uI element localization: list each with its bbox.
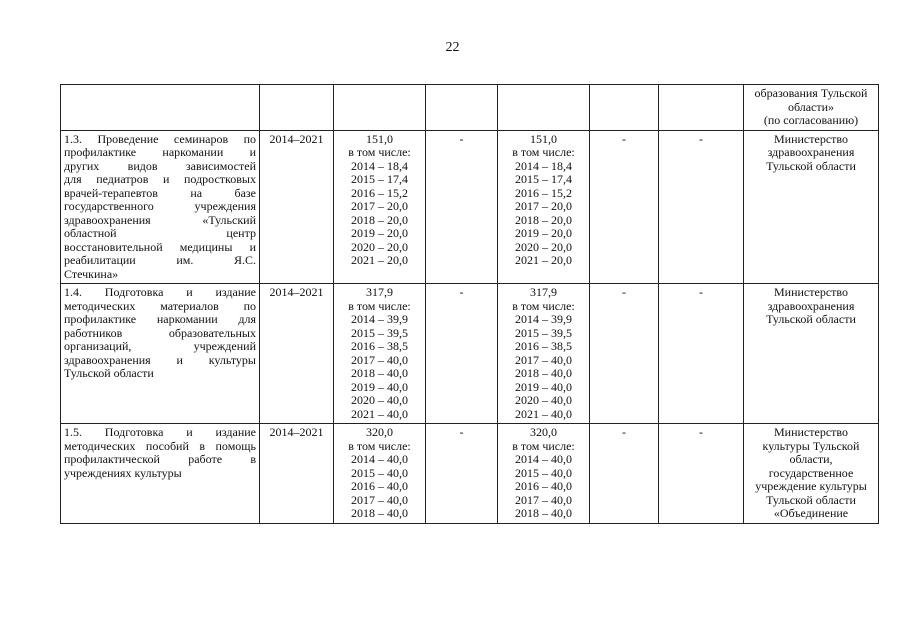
table-row: [61, 130, 879, 284]
funding-line: 2021 – 40,0: [351, 406, 408, 421]
description-line: врачей-терапевтов на базе: [64, 185, 256, 200]
activity-description: [61, 284, 260, 424]
description-line: 1.4. Подготовка и издание: [64, 285, 256, 299]
period-cell: 2014–2021: [260, 284, 334, 424]
funding-line: 2016 – 40,0: [515, 479, 572, 493]
funding-line: 2018 – 20,0: [515, 212, 572, 227]
local-funding-cell: -: [590, 130, 659, 284]
funding-line: 317,9: [366, 285, 393, 299]
program-table: [60, 84, 879, 524]
activity-description: [61, 424, 260, 524]
regional-funding-cell: [498, 284, 590, 424]
description-line: реабилитации им. Я.С.: [64, 253, 256, 267]
funding-line: в том числе:: [512, 298, 575, 313]
other-funding-cell: -: [659, 130, 744, 284]
description-line: здравоохранения «Тульский: [64, 212, 256, 227]
funding-line: 2016 – 15,2: [515, 185, 572, 200]
local-funding-cell: -: [590, 424, 659, 524]
description-line: 1.5. Подготовка и издание: [64, 425, 256, 439]
funding-line: 2017 – 20,0: [351, 199, 408, 213]
funding-line: 2019 – 40,0: [351, 379, 408, 394]
funding-line: 2021 – 20,0: [515, 253, 572, 267]
description-line: других видов зависимостей: [64, 158, 256, 173]
executor-line: культуры Тульской: [762, 438, 860, 453]
funding-line: 2017 – 40,0: [515, 352, 572, 367]
funding-line: 2016 – 38,5: [351, 339, 408, 353]
period-cell: 2014–2021: [260, 130, 334, 284]
funding-line: в том числе:: [512, 145, 575, 159]
funding-line: 2015 – 39,5: [351, 325, 408, 340]
funding-line: 2014 – 18,4: [515, 158, 572, 173]
description-line: 1.3. Проведение семинаров по: [64, 131, 256, 146]
federal-funding-cell: -: [426, 130, 498, 284]
table-row: [61, 284, 879, 424]
executor-line: Тульской области: [766, 312, 856, 326]
description-line: организаций, учреждений: [64, 339, 256, 353]
table-row: [61, 424, 879, 524]
funding-line: в том числе:: [348, 438, 411, 453]
funding-line: 2018 – 20,0: [351, 212, 408, 227]
funding-line: 2016 – 40,0: [351, 479, 408, 493]
other-funding-cell: -: [659, 284, 744, 424]
regional-funding-cell: [498, 424, 590, 524]
funding-line: 2020 – 20,0: [351, 239, 408, 254]
executor-line: здравоохранения: [767, 145, 855, 159]
description-line: методических пособий в помощь: [64, 438, 256, 453]
description-line: здравоохранения и культуры: [64, 352, 256, 367]
description-line: профилактике наркомании и: [64, 145, 256, 159]
federal-funding-cell: -: [426, 424, 498, 524]
executor-cell: [744, 424, 879, 524]
description-line: восстановительной медицины и: [64, 239, 256, 254]
description-line: областной центр: [64, 226, 256, 240]
activity-description: [61, 130, 260, 284]
continuation-row: [61, 85, 879, 131]
cell-total: [334, 85, 426, 131]
executor-line: государственное: [768, 465, 854, 480]
funding-line: 2017 – 40,0: [351, 492, 408, 507]
funding-line: 2015 – 17,4: [351, 172, 408, 186]
cell-regional: [498, 85, 590, 131]
cell-federal: [426, 85, 498, 131]
funding-line: 2021 – 20,0: [351, 253, 408, 267]
funding-line: 2014 – 39,9: [351, 312, 408, 326]
funding-line: 2017 – 40,0: [351, 352, 408, 367]
period-cell: 2014–2021: [260, 424, 334, 524]
description-line: работников образовательных: [64, 325, 256, 340]
cell-desc: [61, 85, 260, 131]
executor-line: области»: [787, 99, 835, 114]
description-line: для педиатров и подростковых: [64, 172, 256, 186]
funding-line: 2018 – 40,0: [515, 366, 572, 380]
executor-line: (по согласованию): [763, 113, 859, 127]
funding-line: 151,0: [530, 131, 557, 146]
local-funding-cell: -: [590, 284, 659, 424]
funding-line: 2014 – 18,4: [351, 158, 408, 173]
description-line: государственного учреждения: [64, 199, 256, 213]
funding-line: 2015 – 39,5: [515, 325, 572, 340]
total-funding-cell: [334, 130, 426, 284]
funding-line: 2017 – 20,0: [515, 199, 572, 213]
executor-line: учреждение культуры: [755, 479, 867, 493]
funding-line: 320,0: [530, 425, 557, 439]
funding-line: 2016 – 15,2: [351, 185, 408, 200]
funding-line: 2015 – 40,0: [515, 465, 572, 480]
description-line: Стечкина»: [64, 266, 119, 281]
description-line: методических материалов по: [64, 298, 256, 313]
cell-period: [260, 85, 334, 131]
funding-line: 317,9: [530, 285, 557, 299]
description-line: профилактике наркомании для: [64, 312, 256, 326]
funding-line: 2017 – 40,0: [515, 492, 572, 507]
funding-line: 2018 – 40,0: [515, 506, 572, 520]
funding-line: 2016 – 38,5: [515, 339, 572, 353]
executor-cell: [744, 130, 879, 284]
executor-cell: [744, 284, 879, 424]
funding-line: 2020 – 40,0: [515, 393, 572, 407]
funding-line: 2021 – 40,0: [515, 406, 572, 421]
funding-line: 320,0: [366, 425, 393, 439]
regional-funding-cell: [498, 130, 590, 284]
total-funding-cell: [334, 284, 426, 424]
funding-line: 151,0: [366, 131, 393, 146]
executor-line: Министерство: [774, 285, 848, 299]
description-line: профилактической работе в: [64, 452, 256, 466]
federal-funding-cell: -: [426, 284, 498, 424]
cell-local: [590, 85, 659, 131]
description-line: учреждениях культуры: [64, 465, 182, 480]
funding-line: 2014 – 40,0: [515, 452, 572, 466]
cell-other: [659, 85, 744, 131]
executor-line: Тульской области: [766, 158, 856, 173]
executor-line: области,: [789, 452, 833, 466]
funding-line: 2020 – 20,0: [515, 239, 572, 254]
description-line: Тульской области: [64, 366, 154, 380]
executor-line: «Объединение: [773, 506, 849, 520]
funding-line: 2019 – 20,0: [351, 226, 408, 240]
funding-line: 2014 – 39,9: [515, 312, 572, 326]
executor-line: Тульской области: [766, 492, 856, 507]
other-funding-cell: -: [659, 424, 744, 524]
funding-line: 2015 – 17,4: [515, 172, 572, 186]
funding-line: в том числе:: [512, 438, 575, 453]
funding-line: в том числе:: [348, 298, 411, 313]
executor-line: Министерство: [774, 131, 848, 146]
funding-line: 2019 – 40,0: [515, 379, 572, 394]
funding-line: 2018 – 40,0: [351, 366, 408, 380]
funding-line: в том числе:: [348, 145, 411, 159]
executor-line: здравоохранения: [767, 298, 855, 313]
funding-line: 2015 – 40,0: [351, 465, 408, 480]
executor-line: Министерство: [774, 425, 848, 439]
funding-line: 2020 – 40,0: [351, 393, 408, 407]
funding-line: 2018 – 40,0: [351, 506, 408, 520]
page-number: 22: [445, 40, 460, 55]
cell-executor: [744, 85, 879, 131]
executor-line: образования Тульской: [754, 86, 868, 100]
funding-line: 2014 – 40,0: [351, 452, 408, 466]
funding-line: 2019 – 20,0: [515, 226, 572, 240]
total-funding-cell: [334, 424, 426, 524]
